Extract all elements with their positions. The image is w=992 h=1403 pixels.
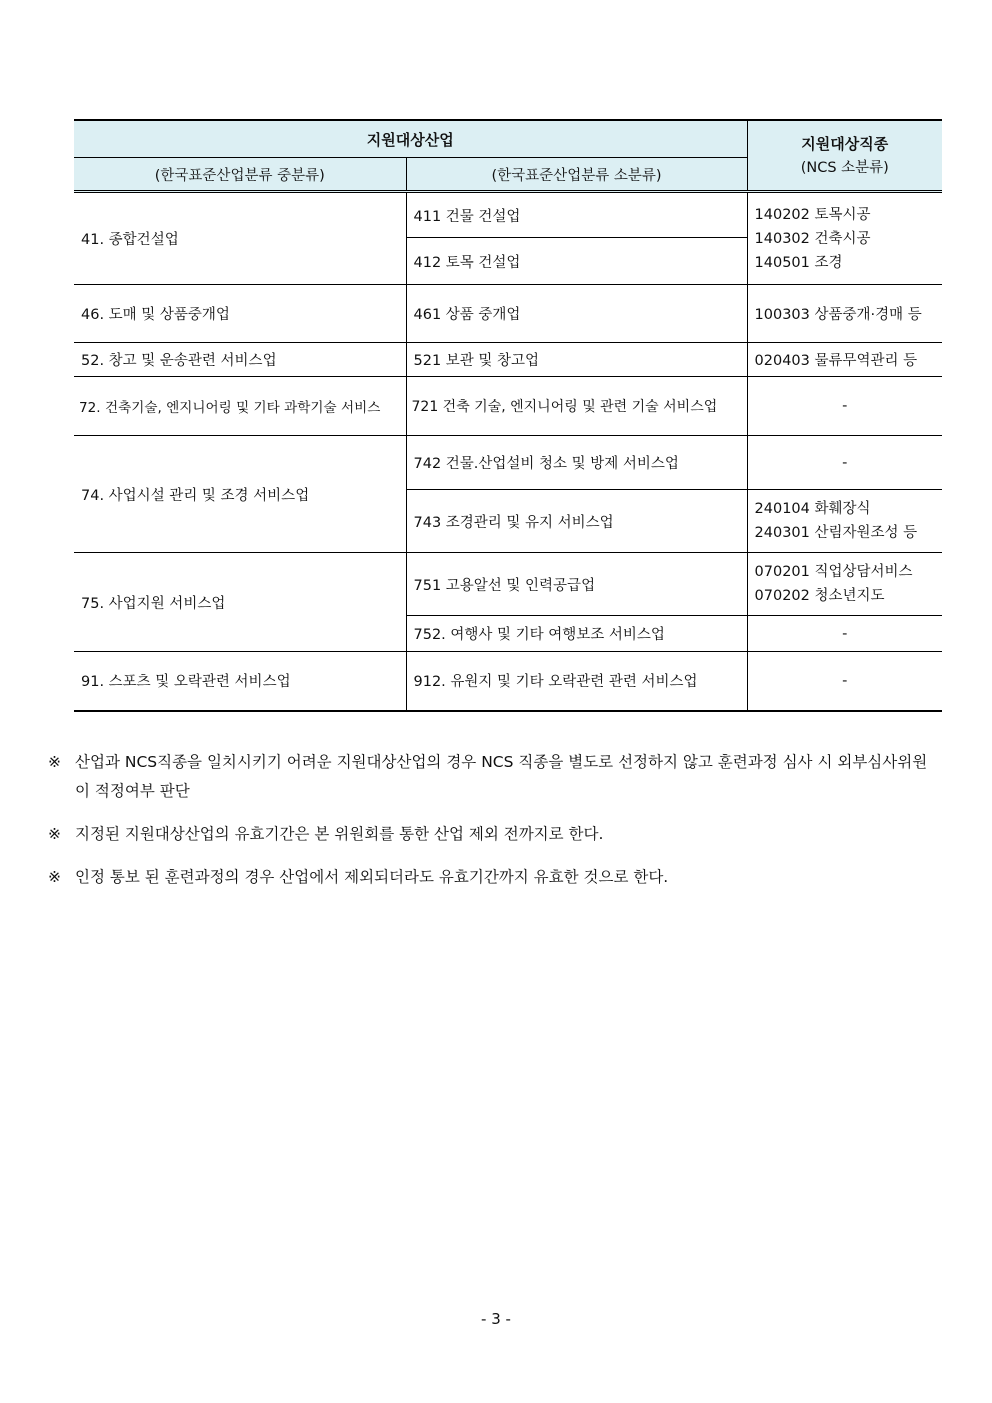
job-cell: 100303 상품중개·경매 등 bbox=[747, 285, 942, 343]
small-category-cell: 411 건물 건설업 bbox=[406, 192, 747, 238]
header-job-title: 지원대상직종 bbox=[801, 134, 889, 153]
mid-category-cell: 46. 도매 및 상품중개업 bbox=[74, 285, 406, 343]
mid-category-cell: 75. 사업지원 서비스업 bbox=[74, 553, 406, 652]
table-row bbox=[74, 192, 942, 238]
mid-category-cell: 91. 스포츠 및 오락관련 서비스업 bbox=[74, 652, 406, 711]
job-cell bbox=[747, 192, 942, 285]
job-cell: - bbox=[747, 616, 942, 652]
job-line: 140302 건축시공 bbox=[754, 230, 871, 247]
small-category-cell: 461 상품 중개업 bbox=[406, 285, 747, 343]
header-job-type bbox=[747, 120, 942, 192]
note-item bbox=[48, 748, 938, 806]
small-category-cell: 742 건물.산업설비 청소 및 방제 서비스업 bbox=[406, 436, 747, 490]
table-row bbox=[74, 652, 942, 711]
small-category-cell: 752. 여행사 및 기타 여행보조 서비스업 bbox=[406, 616, 747, 652]
job-line: 140202 토목시공 bbox=[754, 206, 871, 223]
job-cell: - bbox=[747, 652, 942, 711]
note-mark: ※ bbox=[48, 868, 61, 886]
small-category-cell: 751 고용알선 및 인력공급업 bbox=[406, 553, 747, 616]
page-number: - 3 - bbox=[481, 1310, 511, 1328]
job-line: 140501 조경 bbox=[754, 254, 843, 271]
note-text: 인정 통보 된 훈련과정의 경우 산업에서 제외되더라도 유효기간까지 유효한 것으로 한다. bbox=[75, 868, 669, 886]
small-category-cell: 521 보관 및 창고업 bbox=[406, 343, 747, 377]
small-category-cell: 743 조경관리 및 유지 서비스업 bbox=[406, 490, 747, 553]
header-mid-category: (한국표준산업분류 중분류) bbox=[74, 158, 406, 192]
support-industry-table bbox=[74, 119, 942, 712]
job-cell bbox=[747, 553, 942, 616]
table-row bbox=[74, 436, 942, 490]
mid-category-cell: 72. 건축기술, 엔지니어링 및 기타 과학기술 서비스 bbox=[74, 377, 406, 436]
header-small-category: (한국표준산업분류 소분류) bbox=[406, 158, 747, 192]
mid-category-cell: 41. 종합건설업 bbox=[74, 192, 406, 285]
job-cell: 020403 물류무역관리 등 bbox=[747, 343, 942, 377]
table-row bbox=[74, 377, 942, 436]
header-industry-group: 지원대상산업 bbox=[74, 120, 747, 158]
job-cell bbox=[747, 490, 942, 553]
small-category-cell: 721 건축 기술, 엔지니어링 및 관련 기술 서비스업 bbox=[406, 377, 747, 436]
note-mark: ※ bbox=[48, 753, 61, 771]
note-item bbox=[48, 863, 938, 892]
mid-category-cell: 74. 사업시설 관리 및 조경 서비스업 bbox=[74, 436, 406, 553]
job-line: 240301 산림자원조성 등 bbox=[754, 525, 918, 541]
notes-section bbox=[48, 748, 938, 906]
job-line: 070202 청소년지도 bbox=[754, 588, 885, 604]
mid-category-cell: 52. 창고 및 운송관련 서비스업 bbox=[74, 343, 406, 377]
note-text: 산업과 NCS직종을 일치시키기 어려운 지원대상산업의 경우 NCS 직종을 별도로 선정하지 않고 훈련과정 심사 시 외부심사위원이 적정여부 판단 bbox=[75, 753, 928, 800]
table-row bbox=[74, 285, 942, 343]
small-category-cell: 412 토목 건설업 bbox=[406, 238, 747, 285]
table-row bbox=[74, 553, 942, 616]
note-mark: ※ bbox=[48, 825, 61, 843]
job-cell: - bbox=[747, 436, 942, 490]
header-job-subtitle: (NCS 소분류) bbox=[800, 159, 889, 176]
small-category-cell: 912. 유원지 및 기타 오락관련 관련 서비스업 bbox=[406, 652, 747, 711]
table-row bbox=[74, 343, 942, 377]
job-cell: - bbox=[747, 377, 942, 436]
note-text: 지정된 지원대상산업의 유효기간은 본 위원회를 통한 산업 제외 전까지로 한다. bbox=[75, 825, 604, 843]
job-line: 240104 화훼장식 bbox=[754, 501, 871, 517]
note-item bbox=[48, 820, 938, 849]
job-line: 070201 직업상담서비스 bbox=[754, 564, 913, 580]
